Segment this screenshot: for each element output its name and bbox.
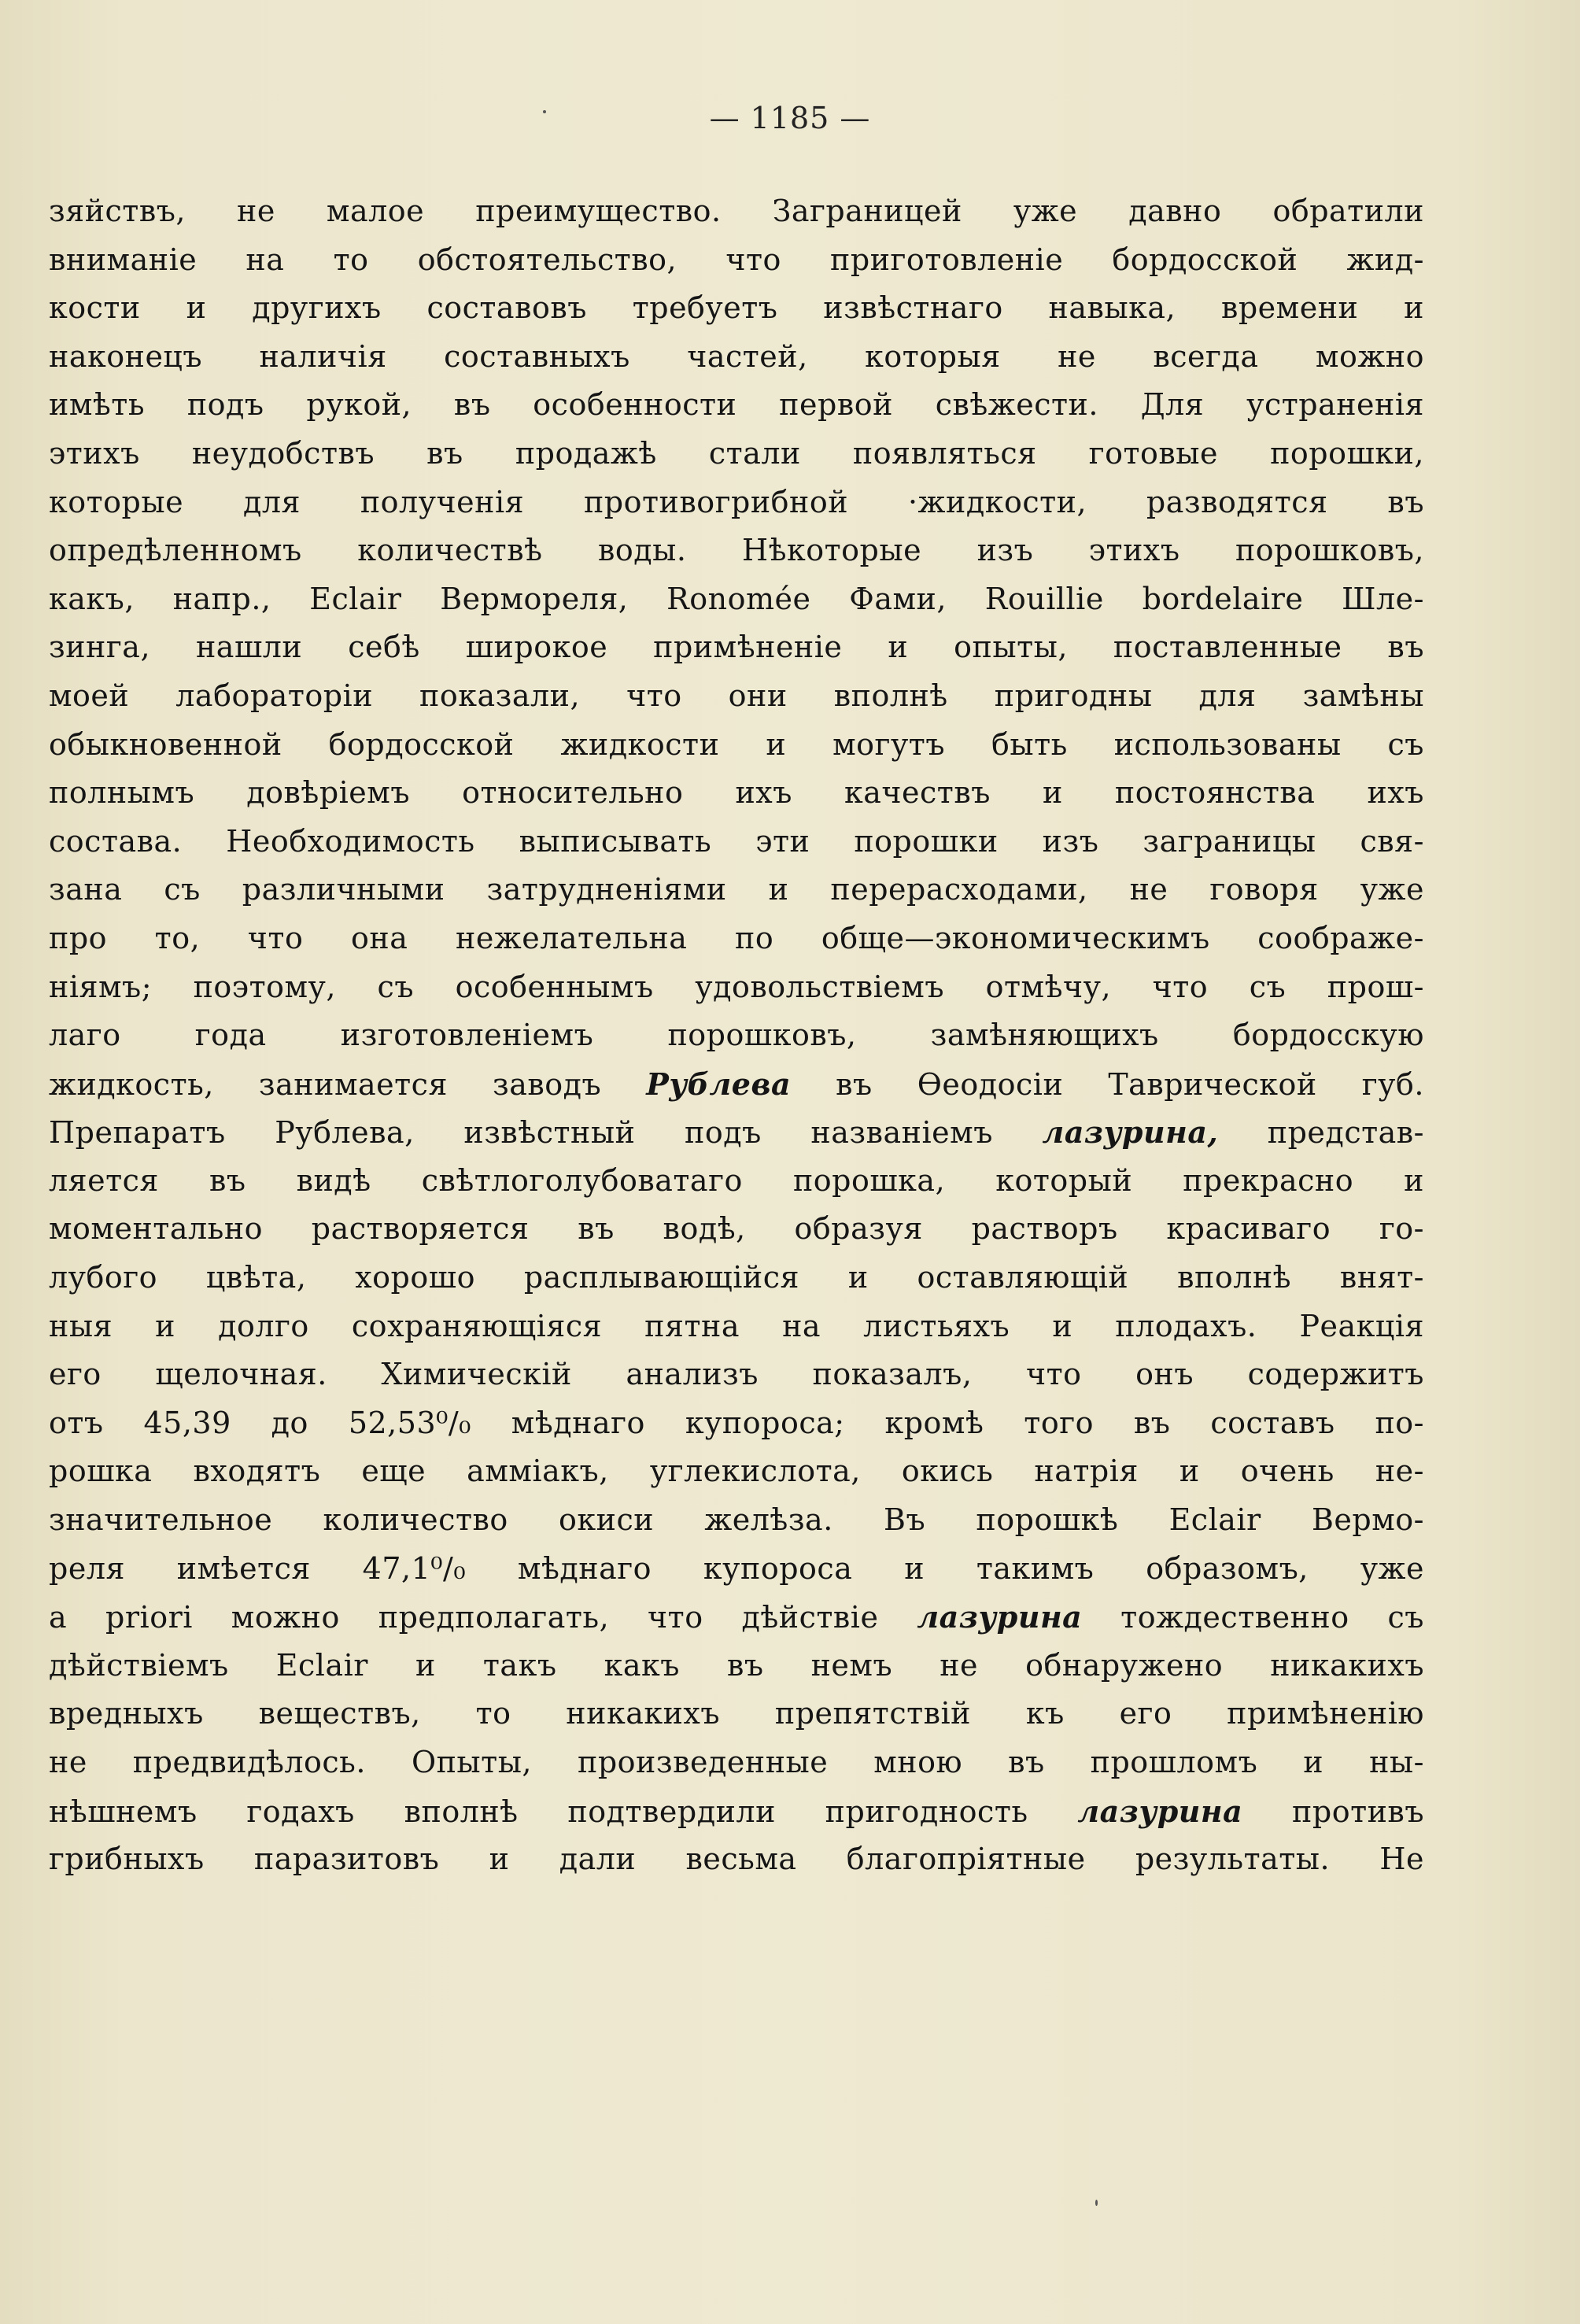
- text-segment: жидкость, занимается заводъ: [49, 1066, 647, 1102]
- text-segment: состава. Необходимость выписывать эти порошки изъ заграницы свя-: [49, 823, 1424, 859]
- text-segment: зана съ различными затрудненіями и перерасходами, не говоря уже: [49, 872, 1424, 907]
- text-line: [49, 1447, 1424, 1496]
- text-segment: которые для полученія противогрибной ·жидкости, разводятся въ: [49, 484, 1424, 519]
- italic-term: лазурина,: [1042, 1114, 1219, 1151]
- text-segment: моментально растворяется въ водѣ, образуя растворъ красиваго го-: [49, 1211, 1424, 1247]
- text-line: [49, 284, 1424, 333]
- text-line: [49, 914, 1424, 963]
- text-line: [49, 575, 1424, 624]
- text-line: [49, 769, 1424, 818]
- text-segment: не предвидѣлось. Опыты, произведенные мною въ прошломъ и ны-: [49, 1745, 1424, 1779]
- text-segment: ніямъ; поэтому, съ особеннымъ удовольствіемъ отмѣчу, что съ прош-: [49, 969, 1424, 1004]
- text-line: [49, 478, 1424, 527]
- text-line: [49, 1205, 1424, 1254]
- text-segment: ляется въ видѣ свѣтлоголубоватаго порошка, который прекрасно и: [49, 1162, 1424, 1198]
- text-line: [49, 527, 1424, 575]
- text-segment: отъ 45,39 до 52,53⁰/₀ мѣднаго купороса; кромѣ того въ составъ по-: [49, 1405, 1424, 1440]
- text-segment: этихъ неудобствъ въ продажѣ стали появляться готовые порошки,: [49, 435, 1424, 471]
- text-line: [49, 1350, 1424, 1399]
- paper-speck: [543, 110, 546, 113]
- text-line: [49, 1593, 1424, 1642]
- text-segment: моей лабораторіи показали, что они вполнѣ пригодны для замѣны: [49, 678, 1424, 713]
- text-segment: его щелочная. Химическій анализъ показалъ, что онъ содержитъ: [49, 1357, 1424, 1392]
- text-line: [49, 1690, 1424, 1738]
- text-line: [49, 236, 1424, 285]
- text-segment: тождественно съ: [1082, 1600, 1424, 1635]
- text-segment: кости и другихъ составовъ требуетъ извѣстнаго навыка, времени и: [49, 290, 1424, 326]
- text-line: [49, 963, 1424, 1012]
- text-segment: лаго года изготовленіемъ порошковъ, замѣняющихъ бордосскую: [49, 1018, 1424, 1053]
- text-line: [49, 1302, 1424, 1351]
- page-number: — 1185 —: [709, 101, 871, 135]
- text-segment: про то, что она нежелательна по обще—экономическимъ соображе-: [49, 920, 1424, 955]
- text-segment: a priori можно предполагать, что дѣйствіе: [49, 1600, 917, 1635]
- text-segment: наконецъ наличія составныхъ частей, которыя не всегда можно: [49, 338, 1424, 374]
- text-segment: грибныхъ паразитовъ и дали весьма благопріятные результаты. Не: [49, 1842, 1424, 1877]
- text-line: [49, 672, 1424, 721]
- text-segment: дѣйствіемъ Eclair и такъ какъ въ немъ не обнаружено никакихъ: [49, 1647, 1424, 1683]
- text-segment: ныя и долго сохраняющіяся пятна на листьяхъ и плодахъ. Реакція: [49, 1308, 1424, 1343]
- text-segment: нѣшнемъ годахъ вполнѣ подтвердили пригодность: [49, 1794, 1078, 1829]
- text-line: [49, 1399, 1424, 1448]
- text-line: [49, 866, 1424, 914]
- italic-term: Рублева: [646, 1066, 792, 1102]
- body-text: [49, 187, 1424, 1884]
- text-segment: обыкновенной бордосской жидкости и могутъ быть использованы съ: [49, 726, 1424, 762]
- text-line: [49, 1738, 1424, 1787]
- text-segment: опредѣленномъ количествѣ воды. Нѣкоторые изъ этихъ порошковъ,: [49, 533, 1424, 568]
- text-line: [49, 187, 1424, 236]
- text-line: [49, 1254, 1424, 1302]
- text-segment: реля имѣется 47,1⁰/₀ мѣднаго купороса и такимъ образомъ, уже: [49, 1550, 1424, 1586]
- text-line: [49, 1011, 1424, 1060]
- text-segment: въ Ѳеодосіи Таврической губ.: [791, 1066, 1424, 1102]
- text-line: [49, 818, 1424, 866]
- text-line: [49, 1060, 1424, 1109]
- paper-speck: [1095, 2200, 1098, 2206]
- text-line: [49, 1545, 1424, 1594]
- text-segment: имѣть подъ рукой, въ особенности первой свѣжести. Для устраненія: [49, 387, 1424, 423]
- text-segment: зинга, нашли себѣ широкое примѣненіе и опыты, поставленные въ: [49, 630, 1424, 665]
- text-segment: противъ: [1242, 1794, 1424, 1829]
- text-line: [49, 1835, 1424, 1884]
- text-segment: рошка входятъ еще аммiакъ, углекислота, окись натрія и очень не-: [49, 1454, 1424, 1489]
- text-segment: представ-: [1218, 1115, 1424, 1151]
- italic-term: лазурина: [1077, 1793, 1243, 1829]
- text-segment: зяйствъ, не малое преимущество. Заграницей уже давно обратили: [49, 194, 1424, 228]
- text-segment: вредныхъ веществъ, то никакихъ препятствій къ его примѣненію: [49, 1696, 1424, 1731]
- text-segment: Препаратъ Рублева, извѣстный подъ названіемъ: [49, 1115, 1043, 1151]
- text-line: [49, 381, 1424, 430]
- text-segment: какъ, напр., Eclair Вермореля, Ronomée Фами, Rouillie bordelaire Шле-: [49, 581, 1424, 616]
- text-line: [49, 1157, 1424, 1206]
- text-line: [49, 1642, 1424, 1690]
- italic-term: лазурина: [917, 1599, 1083, 1635]
- text-line: [49, 1787, 1424, 1836]
- text-line: [49, 1108, 1424, 1157]
- text-line: [49, 430, 1424, 478]
- text-segment: полнымъ довѣріемъ относительно ихъ качествъ и постоянства ихъ: [49, 775, 1424, 811]
- text-line: [49, 623, 1424, 672]
- text-line: [49, 1496, 1424, 1545]
- text-segment: лубого цвѣта, хорошо расплывающійся и оставляющій вполнѣ внят-: [49, 1260, 1424, 1295]
- text-line: [49, 333, 1424, 382]
- text-segment: значительное количество окиси желѣза. Въ порошкѣ Eclair Вермо-: [49, 1502, 1424, 1538]
- text-segment: вниманіе на то обстоятельство, что приготовленіе бордосской жид-: [49, 242, 1424, 277]
- text-line: [49, 721, 1424, 770]
